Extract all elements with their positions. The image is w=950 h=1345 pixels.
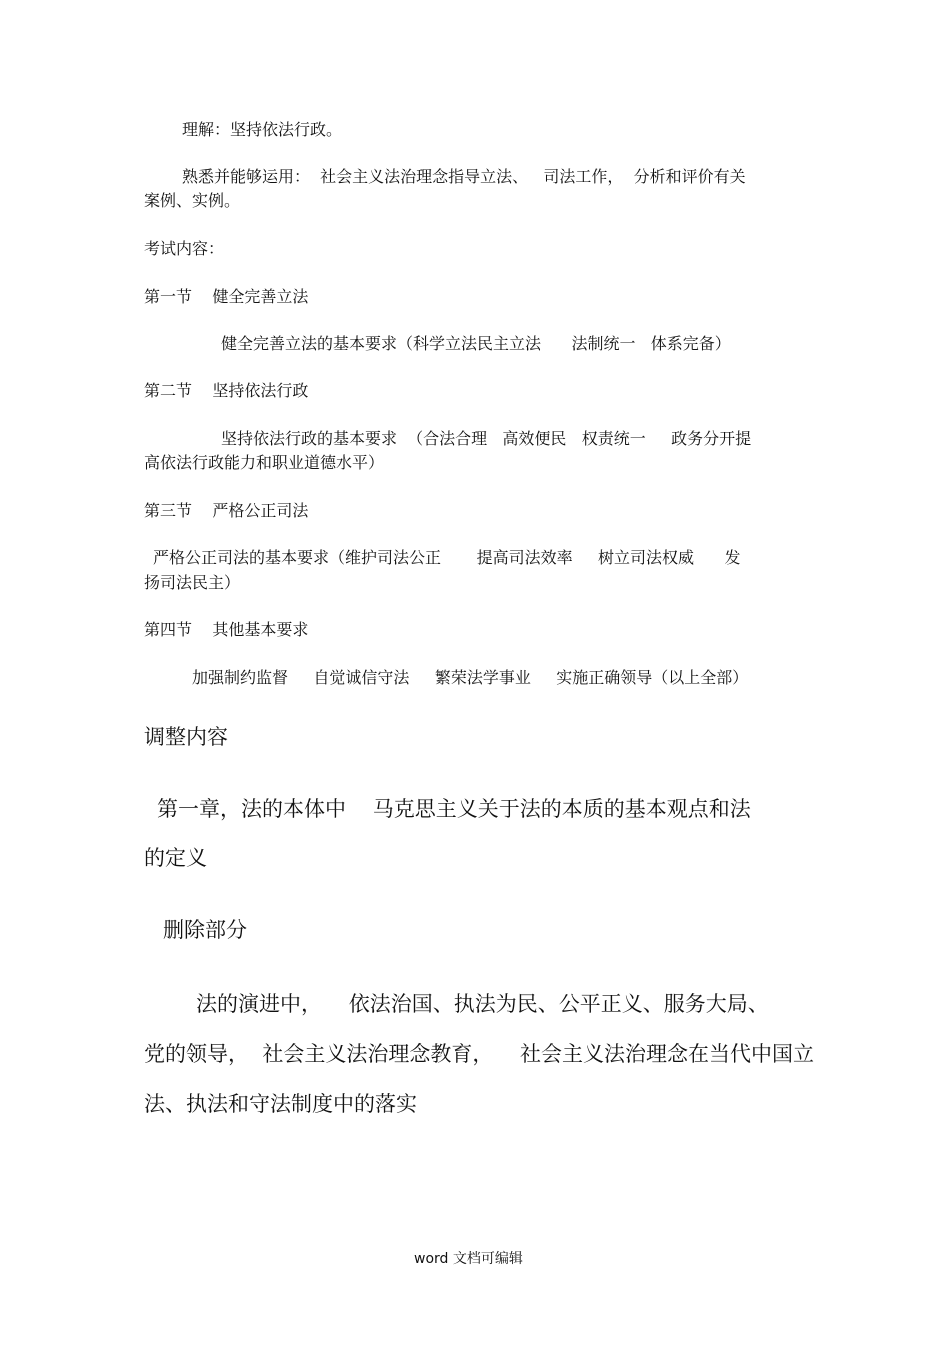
text-line: 加强制约监督 自觉诚信守法 繁荣法学事业 实施正确领导（以上全部） [192, 668, 749, 687]
page-footer: word 文档可编辑 [414, 1251, 523, 1267]
text-line: 严格公正司法的基本要求（维护司法公正 提高司法效率 树立司法权威 发 [153, 548, 741, 567]
text-line: 理解：坚持依法行政。 [182, 120, 343, 139]
text-line: 高依法行政能力和职业道德水平） [144, 453, 385, 472]
text-line: 第一章，法的本体中 马克思主义关于法的本质的基本观点和法 [157, 797, 751, 821]
text-line: 案例、实例。 [144, 191, 241, 210]
text-line: 法的演进中， 依法治国、执法为民、公平正义、服务大局、 [196, 992, 769, 1016]
text-line: 法、执法和守法制度中的落实 [144, 1092, 417, 1116]
text-line: 党的领导， 社会主义法治理念教育， 社会主义法治理念在当代中国立 [144, 1042, 815, 1066]
section-heading: 第四节 其他基本要求 [144, 620, 309, 639]
text-line: 健全完善立法的基本要求（科学立法民主立法 法制统一 体系完备） [221, 334, 731, 353]
section-heading: 调整内容 [144, 725, 228, 749]
section-heading: 考试内容： [144, 239, 225, 258]
text-line: 扬司法民主） [144, 573, 241, 592]
text-line: 的定义 [144, 846, 207, 870]
section-heading: 第二节 坚持依法行政 [144, 381, 309, 400]
section-heading: 删除部分 [163, 918, 247, 942]
section-heading: 第一节 健全完善立法 [144, 287, 309, 306]
text-line: 坚持依法行政的基本要求 （合法合理 高效便民 权责统一 政务分开提 [221, 429, 752, 448]
text-line: 熟悉并能够运用： 社会主义法治理念指导立法、 司法工作， 分析和评价有关 [182, 167, 746, 186]
section-heading: 第三节 严格公正司法 [144, 501, 309, 520]
